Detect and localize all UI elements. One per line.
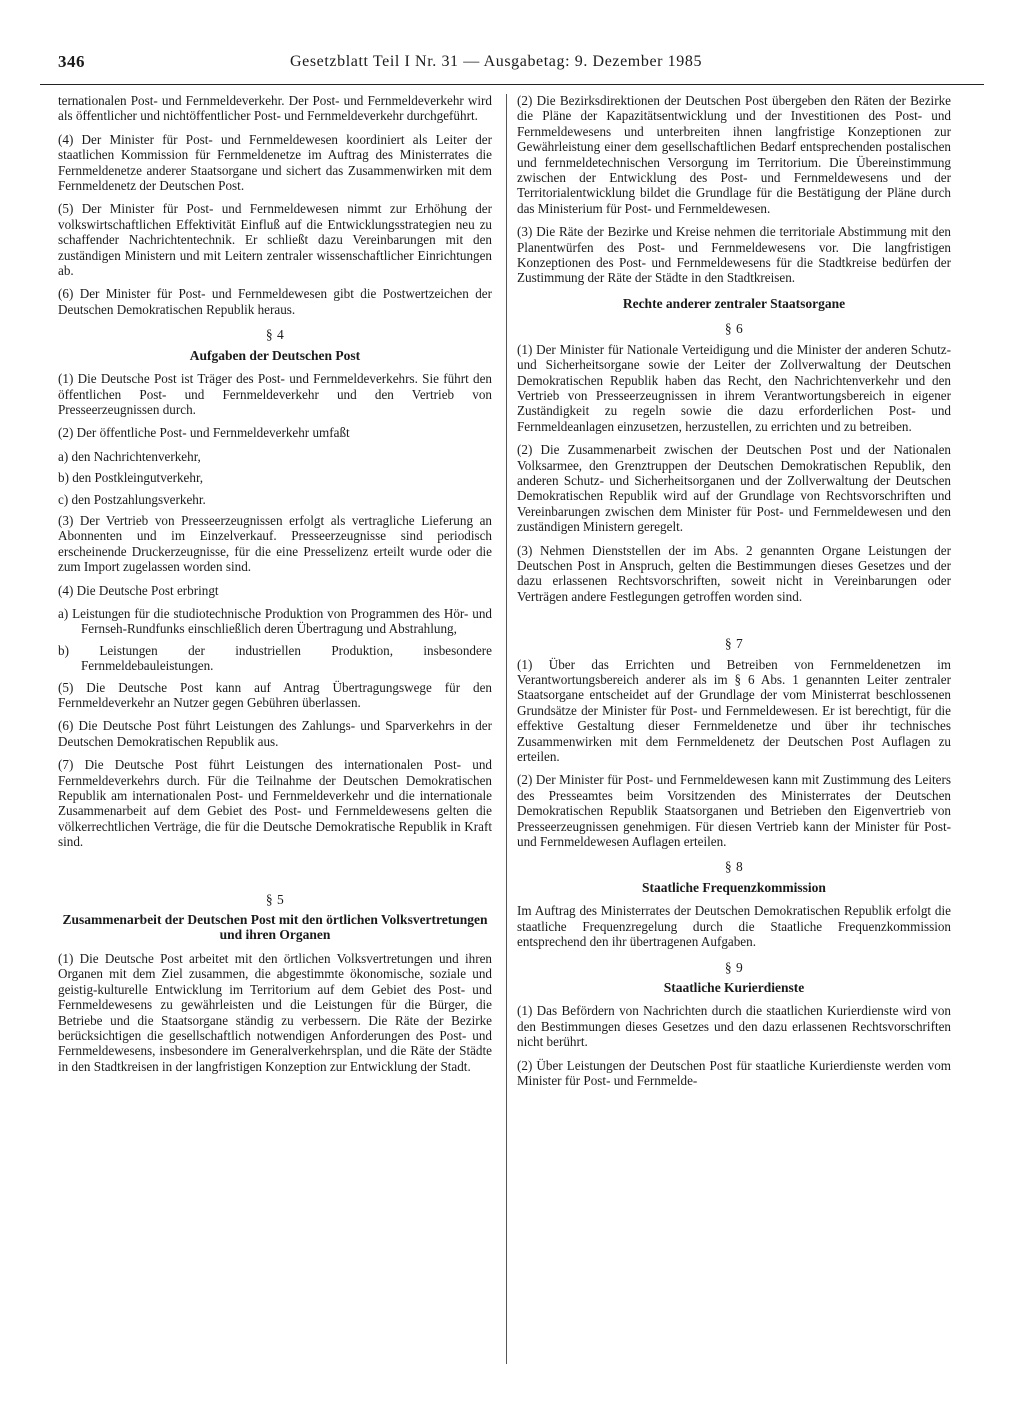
paragraph: (2) Die Zusammenarbeit zwischen der Deutschen Post und der Nationalen Volksarmee, den Grenztruppen der Deutschen Demokratischen Republik, den anderen Schutz- und Sicherheitsorganen und der Zollverwaltung der Deutschen Demokratischen Republik wird auf der Grundlage von Rechtsvorschriften und Vereinbarungen zwischen dem Minister für Post- und Fernmeldewesen und den zuständigen Ministern geregelt. xyxy=(517,442,951,535)
paragraph: (1) Der Minister für Nationale Verteidigung und die Minister der anderen Schutz- und Sicherheitsorgane sowie der Leiter der Zollverwaltung der Deutschen Demokratischen Republik haben das Recht, den Nachrichtenverkehr und den Vertrieb von Presseerzeugnissen in ihrem Verantwortungsbereich in eigener Zuständigkeit zu regeln sowie die dazu erforderlichen Post- und Fernmeldeanlagen einzusetzen, herzustellen, zu errichten und zu betreiben. xyxy=(517,341,951,434)
section-sign-4: § 4 xyxy=(265,327,285,343)
paragraph: (3) Die Räte der Bezirke und Kreise nehmen die territoriale Abstimmung mit den Planentwürfen des Post- und Fernmeldewesens vor. Die langfristigen Konzeptionen des Post- und Fernmeldewesens für die Stadtkreise bedürfen der Zustimmung der Räte der Städte in den Stadtkreisen. xyxy=(517,224,951,286)
paragraph: (2) Der öffentliche Post- und Fernmeldeverkehr umfaßt xyxy=(58,425,350,441)
section-sign-8: § 8 xyxy=(724,859,744,875)
paragraph: (6) Die Deutsche Post führt Leistungen des Zahlungs- und Sparverkehrs in der Deutschen Demokratischen Republik aus. xyxy=(58,718,492,749)
paragraph: (3) Nehmen Dienststellen der im Abs. 2 genannten Organe Leistungen der Deutschen Post in Anspruch, gelten die Bestimmungen dieses Gesetzes und der dazu erlassenen Rechtsvorschriften, soweit nicht in Vereinbarungen oder Verträgen andere Festlegungen getroffen worden sind. xyxy=(517,542,951,604)
paragraph: (2) Der Minister für Post- und Fernmeldewesen kann mit Zustimmung des Leiters des Presseamtes beim Vorsitzenden des Ministerrates der Deutschen Demokratischen Republik Staatsorganen und Betrieben den Eigenvertrieb von Presseerzeugnissen genehmigen. Für diesen Vertrieb kann der Minister für Post- und Fernmeldewesen Auflagen erteilen. xyxy=(517,772,951,850)
header-title: Gesetzblatt Teil I Nr. 31 — Ausgabetag: 9. Dezember 1985 xyxy=(290,53,703,70)
column-divider xyxy=(506,94,507,1364)
list-item: b) Leistungen der industriellen Produktion, insbesondere Fernmeldebauleistungen. xyxy=(58,642,492,674)
list-item: a) den Nachrichtenverkehr, xyxy=(58,448,201,464)
section-title-9: Staatliche Kurierdienste xyxy=(663,979,805,995)
paragraph: (2) Über Leistungen der Deutschen Post für staatliche Kurierdienste werden vom Minister für Post- und Fernmelde- xyxy=(517,1057,951,1088)
section-sign-9: § 9 xyxy=(724,959,744,975)
paragraph: (1) Über das Errichten und Betreiben von Fernmeldenetzen im Verantwortungsbereich anderer als im § 6 Abs. 1 genannten Leiter zentraler Staatsorgane entscheidet auf der Grundlage der vom Ministerrat beschlossenen Grundsätze der Minister für Post- und Fernmeldewesen. Er ist berechtigt, für die effektive Gestaltung dieser Fernmeldenetze und über ihr technisches Zusammenwirken mit dem Fernmeldenetz der Deutschen Post Auflagen zu erteilen. xyxy=(517,656,951,765)
paragraph: Im Auftrag des Ministerrates der Deutschen Demokratischen Republik erfolgt die staatliche Frequenzregelung durch die Staatliche Frequenzkommission entsprechend den ihr übertragenen Aufgaben. xyxy=(517,903,951,950)
paragraph: (1) Die Deutsche Post ist Träger des Post- und Fernmeldeverkehrs. Sie führt den öffentlichen Post- und Fernmeldeverkehr und den Vertrieb von Presseerzeugnissen durch. xyxy=(58,371,492,417)
paragraph: (5) Der Minister für Post- und Fernmeldewesen nimmt zur Erhöhung der volkswirtschaftlichen Effektivität Einfluß auf die Entwicklungsstrategien neu zu schaffender Nachrichtentechnik. Er schließt dazu Vereinbarungen mit den zuständigen Ministern und mit Leitern zentraler wissenschaftlicher Einrichtungen ab. xyxy=(58,201,492,279)
spacer xyxy=(517,612,951,626)
section-title-8: Staatliche Frequenzkommission xyxy=(642,879,826,895)
paragraph: ternationalen Post- und Fernmeldeverkehr. Der Post- und Fernmeldeverkehr wird als öffentlicher und nichtöffentlicher Post- und Fernmeldeverkehr durchgeführt. xyxy=(58,93,492,124)
list-item: b) den Postkleingutverkehr, xyxy=(58,470,204,486)
paragraph: (6) Der Minister für Post- und Fernmeldewesen gibt die Postwertzeichen der Deutschen Demokratischen Republik heraus. xyxy=(58,286,492,317)
paragraph: (4) Der Minister für Post- und Fernmeldewesen koordiniert als Leiter der staatlichen Kommission für Fernmeldenetze im Auftrag des Ministerrates die Fernmeldenetze anderer Staatsorgane und sichert das Zusammenwirken mit dem Fernmeldenetz der Deutschen Post. xyxy=(58,131,492,194)
section-sign-5: § 5 xyxy=(265,891,285,907)
paragraph: (4) Die Deutsche Post erbringt xyxy=(58,582,219,598)
spacer xyxy=(58,858,492,882)
paragraph: (3) Der Vertrieb von Presseerzeugnissen erfolgt als vertragliche Lieferung an Abonnenten und im Einzelverkauf. Presseerzeugnisse sind periodisch erscheinende Druckerzeugnisse, für die eine Presselizenz erteilt wurde oder die zum Import zugelassen worden sind. xyxy=(58,512,492,575)
section-sign-7: § 7 xyxy=(724,636,744,652)
list-item: c) den Postzahlungsverkehr. xyxy=(58,491,206,507)
page-number: 346 xyxy=(58,52,85,71)
page-header xyxy=(40,44,984,85)
left-column xyxy=(58,93,492,1082)
paragraph: (2) Die Bezirksdirektionen der Deutschen Post übergeben den Räten der Bezirke die Pläne der Kapazitätsentwicklung und der Investitionen des Post- und Fernmeldewesens und unterbreiten ihnen langfristige Konzeptionen zur Gewährleistung einer dem gesellschaftlichen Bedarf entsprechenden postalischen und fernmeldetechnischen Versorgung im Territorium. Die Übereinstimmung zwischen der Entwicklung des Post- und Fernmeldewesens und der Territorialentwicklung bildet die Grundlage für die Bestätigung der Pläne durch das Ministerium für Post- und Fernmeldewesen. xyxy=(517,93,951,216)
paragraph: (1) Das Befördern von Nachrichten durch die staatlichen Kurierdienste wird von den Bestimmungen dieses Gesetzes und den dazu erlassenen Rechtsvorschriften nicht berührt. xyxy=(517,1003,951,1050)
right-column xyxy=(517,93,951,1096)
paragraph: (5) Die Deutsche Post kann auf Antrag Übertragungswege für den Fernmeldeverkehr an Nutzer gegen Gebühren überlassen. xyxy=(58,679,492,710)
paragraph: (1) Die Deutsche Post arbeitet mit den örtlichen Volksvertretungen und ihren Organen mit dem Ziel zusammen, die abgestimmte ökonomische, soziale und geistig-kulturelle Entwicklung im Territorium auf dem Gebiet des Post- und Fernmeldewesens zu gewährleisten und die Leistungen für die Bürger, die Betriebe und die Staatsorgane ständig zu verbessern. Die Räte der Bezirke berücksichtigen die gesellschaftlich notwendigen Anforderungen des Post- und Fernmeldewesens, insbesondere im Generalverkehrsplan, und die Räte der Städte in den Stadtkreisen in der langfristigen Konzeption zur Entwicklung der Stadt. xyxy=(58,950,492,1074)
heading-rechte: Rechte anderer zentraler Staatsorgane xyxy=(622,295,846,311)
paragraph: (7) Die Deutsche Post führt Leistungen des internationalen Post- und Fernmeldeverkehrs durch. Für die Teilnahme der Deutschen Demokratischen Republik am internationalen Post- und Fernmeldeverkehr und die internationale Zusammenarbeit auf dem Gebiet des Post- und Fernmeldewesens gelten die völkerrechtlichen Verträge, die für die Deutsche Demokratische Republik in Kraft sind. xyxy=(58,757,492,850)
section-sign-6: § 6 xyxy=(724,321,744,337)
section-title-4: Aufgaben der Deutschen Post xyxy=(189,347,361,363)
list-item: a) Leistungen für die studiotechnische Produktion von Programmen des Hör- und Fernseh-Rundfunks einschließlich deren Übertragung und Abstrahlung, xyxy=(58,605,492,637)
section-title-5: Zusammenarbeit der Deutschen Post mit den örtlichen Volksvertretungen und ihren Organen xyxy=(62,912,488,943)
